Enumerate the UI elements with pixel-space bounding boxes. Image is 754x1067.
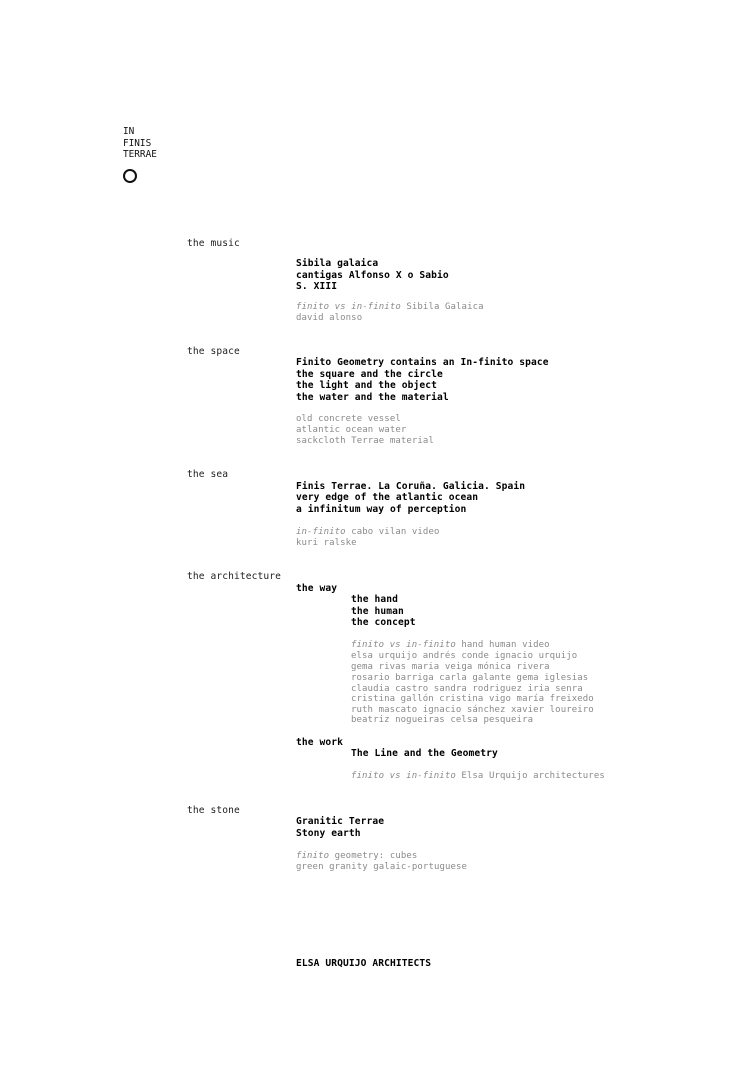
- team-names-1: elsa urquijo andrés conde ignacio urquijo: [351, 651, 578, 661]
- stone-credit-1: [296, 851, 417, 862]
- work-credit-rest: Elsa Urquijo architectures: [455, 771, 605, 781]
- way-credit-em: finito vs in-finito: [351, 640, 456, 650]
- stone-credit-2: green granity galaic-portuguese: [296, 862, 468, 872]
- team-names-5: cristina gallón cristina vigo maría freixedo: [351, 694, 594, 704]
- work-credit: [351, 771, 605, 782]
- architecture-way-label: the way: [296, 583, 338, 594]
- stone-credit-1-em: finito: [296, 851, 330, 861]
- sea-line-1: Finis Terrae. La Coruña. Galicia. Spain: [296, 481, 526, 492]
- space-credit-1: old concrete vessel: [296, 414, 401, 424]
- music-credit-1: [296, 302, 484, 313]
- space-credit-2: atlantic ocean water: [296, 425, 407, 435]
- logo-line-terrae: TERRAE: [123, 149, 157, 160]
- work-credit-em: finito vs in-finito: [351, 771, 456, 781]
- space-line-4: the water and the material: [296, 392, 449, 403]
- circle-icon: [123, 169, 137, 183]
- logo-line-finis: FINIS: [123, 137, 152, 149]
- way-line-2: the human: [351, 606, 404, 617]
- sea-credit-1: [296, 527, 440, 538]
- stone-credit-1-rest: geometry: cubes: [329, 851, 418, 861]
- architecture-work-label: the work: [296, 737, 344, 748]
- sea-credit-2: kuri ralske: [296, 538, 357, 548]
- section-label-architecture: the architecture: [187, 571, 282, 582]
- section-label-music: the music: [187, 238, 240, 249]
- way-credit: [351, 640, 550, 651]
- space-line-3: the light and the object: [296, 380, 438, 391]
- work-line: The Line and the Geometry: [351, 748, 498, 759]
- music-line-3: S. XIII: [296, 281, 338, 292]
- way-credit-rest: hand human video: [455, 640, 550, 650]
- team-names-4: claudia castro sandra rodriguez iria senra: [351, 684, 583, 694]
- stone-line-2: Stony earth: [296, 828, 361, 839]
- logo-line-in: IN: [123, 126, 135, 137]
- space-line-2: the square and the circle: [296, 369, 443, 380]
- footer-signature: ELSA URQUIJO ARCHITECTS: [296, 958, 432, 969]
- team-names-2: gema rivas maria veiga mónica rivera: [351, 662, 550, 672]
- way-line-1: the hand: [351, 594, 399, 605]
- section-label-stone: the stone: [187, 805, 240, 816]
- stone-line-1: Granitic Terrae: [296, 816, 385, 827]
- team-names-6: ruth mascato ignacio sánchez xavier loureiro: [351, 705, 594, 715]
- space-line-1: Finito Geometry contains an In-finito space: [296, 357, 549, 368]
- logo: [123, 126, 157, 161]
- sea-line-3: a infinitum way of perception: [296, 504, 467, 515]
- sea-credit-1-em: in-finito: [296, 527, 346, 537]
- team-names-3: rosario barriga carla galante gema iglesias: [351, 673, 589, 683]
- way-line-3: the concept: [351, 617, 416, 628]
- section-label-space: the space: [187, 346, 240, 357]
- sea-credit-1-rest: cabo vilan video: [345, 527, 440, 537]
- music-credit-2: david alonso: [296, 313, 363, 323]
- sea-line-2: very edge of the atlantic ocean: [296, 492, 479, 503]
- team-names-7: beatriz nogueiras celsa pesqueira: [351, 715, 534, 725]
- music-line-2: cantigas Alfonso X o Sabio: [296, 270, 449, 281]
- music-credit-1-rest: Sibila Galaica: [400, 302, 484, 312]
- space-credit-3: sackcloth Terrae material: [296, 436, 434, 446]
- section-label-sea: the sea: [187, 469, 229, 480]
- music-line-1: Sibila galaica: [296, 258, 379, 269]
- music-credit-1-em: finito vs in-finito: [296, 302, 401, 312]
